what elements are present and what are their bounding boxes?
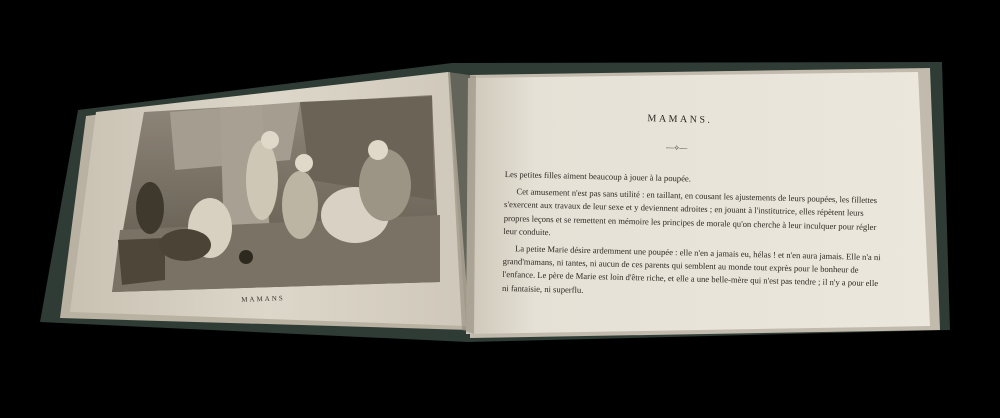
paragraph-3: La petite Marie désire ardemment une poupée : elle n'en a jamais eu, hélas ! et n'en aura jamais. Elle n'a ni grand'mamans, ni tantes, ni aucun de ces parents qui semblent au monde tout exprès pour le bonheur de l'enfance. Le père de Marie est loin d'être riche, et elle a une belle-mère qui n'est pas tendre ; il n'y a pour elle ni fantaisie, ni superflu. xyxy=(501,243,881,295)
page-title: MAMANS. xyxy=(647,113,713,126)
page-text xyxy=(502,168,885,304)
paragraph-1: Les petites filles aiment beaucoup à jouer à la poupée. xyxy=(504,168,692,184)
ornament-divider: —⟡— xyxy=(665,142,688,153)
illustration-caption: MAMANS xyxy=(241,294,285,304)
engraving-illustration xyxy=(112,95,440,292)
paragraph-2: Cet amusement n'est pas sans utilité : en taillant, en cousant les ajustements de leurs poupées, les fillettes s'exercent aux travaux de leur sexe et y deviennent adroites ; en jouant à l'institutrice, elles répètent leurs propres leçons et se remettent en mémoire les principes de morale qu'on cherche à leur inculquer pour régler leur conduite. xyxy=(503,186,878,237)
